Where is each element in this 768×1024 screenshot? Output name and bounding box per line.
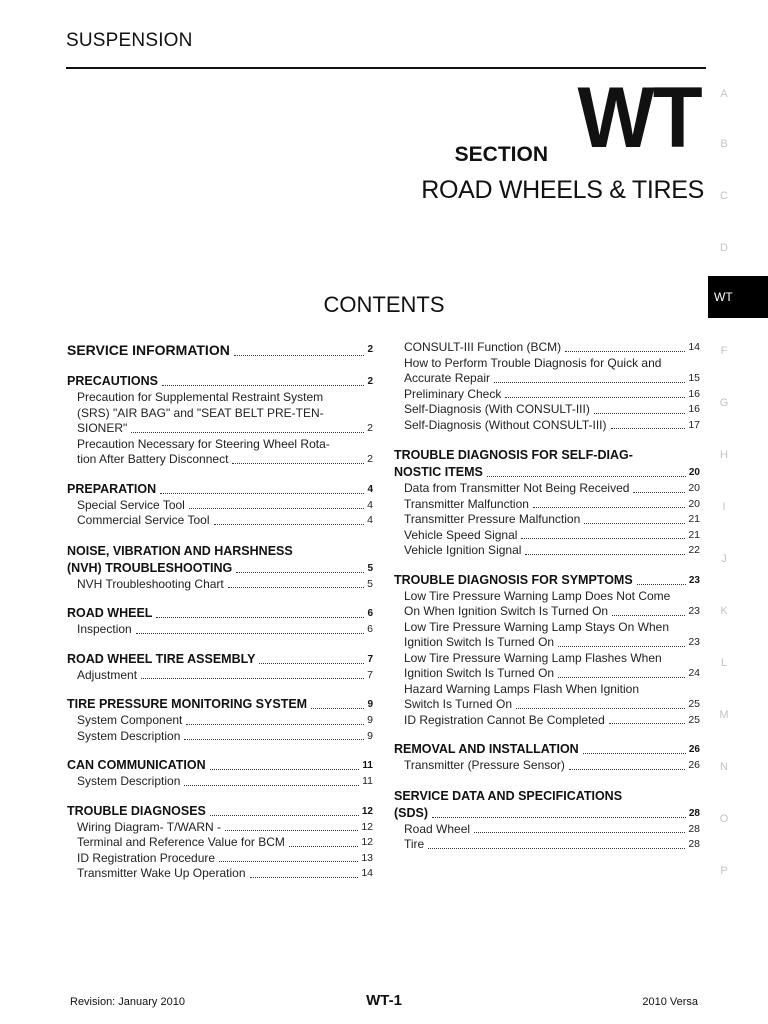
- toc-entry-line: Precaution for Supplemental Restraint System: [77, 390, 324, 404]
- toc-group-title-line: NOISE, VIBRATION AND HARSHNESS: [67, 543, 293, 558]
- toc-group-title-line: TROUBLE DIAGNOSIS FOR SELF-DIAG-: [394, 448, 633, 462]
- toc-group: [67, 651, 373, 684]
- toc-entry[interactable]: [394, 497, 700, 513]
- dot-leader: [131, 432, 364, 433]
- toc-group-title[interactable]: [394, 805, 700, 822]
- toc-entry-text: Switch Is Turned On: [404, 697, 513, 711]
- section-index-letter[interactable]: O: [719, 813, 729, 825]
- toc-entry-text: Self-Diagnosis (Without CONSULT-III): [404, 417, 607, 432]
- toc-page-number: 5: [367, 577, 373, 590]
- toc-page-number: 23: [688, 636, 700, 648]
- toc-entry[interactable]: [394, 512, 700, 528]
- toc-entry-text: System Component: [77, 713, 183, 727]
- dot-leader: [583, 753, 686, 754]
- toc-page-number: 25: [688, 713, 700, 726]
- toc-group-title[interactable]: [67, 803, 373, 820]
- toc-entry-text: Special Service Tool: [77, 497, 185, 512]
- section-index-letter[interactable]: B: [720, 138, 728, 150]
- dot-leader: [311, 708, 364, 709]
- toc-page-number: 12: [361, 820, 373, 833]
- dot-leader: [214, 524, 365, 525]
- toc-entry[interactable]: [394, 418, 700, 434]
- dot-leader: [289, 846, 358, 847]
- toc-column-left: [67, 340, 373, 895]
- dot-leader: [516, 708, 685, 709]
- toc-entry[interactable]: [67, 820, 373, 836]
- toc-group: [67, 340, 373, 360]
- toc-entry-text: NVH Troubleshooting Chart: [77, 576, 224, 591]
- dot-leader: [184, 739, 364, 740]
- section-label: SECTION: [454, 143, 548, 166]
- toc-group-title-text: SERVICE INFORMATION: [67, 342, 230, 358]
- toc-page-number: 15: [688, 372, 700, 384]
- toc-page-number: 14: [361, 867, 373, 879]
- toc-page-number: 28: [688, 838, 700, 850]
- toc-page-number: 24: [688, 667, 700, 679]
- toc-group: [394, 572, 700, 729]
- section-index-letter[interactable]: K: [720, 605, 728, 617]
- dot-leader: [521, 538, 685, 539]
- toc-page-number: 21: [688, 528, 700, 541]
- toc-entry-text: Ignition Switch Is Turned On: [404, 666, 555, 680]
- toc-page-number: 4: [367, 483, 373, 495]
- toc-group-title-text: (SDS): [394, 805, 429, 820]
- toc-entry-text: Self-Diagnosis (With CONSULT-III): [404, 402, 590, 416]
- toc-group: [67, 757, 373, 790]
- toc-page-number: 16: [688, 387, 700, 400]
- footer-model: 2010 Versa: [642, 996, 698, 1008]
- toc-page-number: 25: [688, 698, 700, 710]
- toc-entry-text: Tire: [404, 837, 425, 851]
- toc-entry-text: System Description: [77, 728, 181, 743]
- toc-page-number: 21: [688, 513, 700, 525]
- toc-entry-text: Wiring Diagram- T/WARN -: [77, 819, 222, 834]
- toc-page-number: 7: [367, 653, 373, 665]
- dot-leader: [487, 476, 686, 477]
- toc-group-title-text: NOSTIC ITEMS: [394, 465, 483, 479]
- toc-entry[interactable]: [67, 866, 373, 882]
- dot-leader: [432, 817, 686, 818]
- toc-entry[interactable]: [394, 371, 700, 387]
- toc-group-title-text: ROAD WHEEL: [67, 606, 153, 620]
- contents-heading: CONTENTS: [323, 292, 445, 317]
- section-name: ROAD WHEELS & TIRES: [421, 176, 704, 204]
- toc-page-number: 9: [367, 714, 373, 726]
- dot-leader: [565, 351, 685, 352]
- toc-entry-line: How to Perform Trouble Diagnosis for Quick and: [404, 355, 662, 370]
- dot-leader: [228, 587, 364, 588]
- toc-group-title-text: TROUBLE DIAGNOSIS FOR SYMPTOMS: [394, 572, 633, 587]
- toc-column-right: [394, 340, 700, 866]
- dot-leader: [259, 663, 364, 664]
- toc-entry-line: Low Tire Pressure Warning Lamp Stays On When: [404, 619, 669, 634]
- dot-leader: [525, 554, 685, 555]
- toc-group-title-text: TROUBLE DIAGNOSES: [67, 803, 206, 818]
- toc-entry[interactable]: [394, 758, 700, 774]
- dot-leader: [637, 584, 686, 585]
- toc-group: [67, 803, 373, 882]
- toc-page-number: 23: [688, 574, 700, 586]
- toc-group-title[interactable]: [394, 741, 700, 758]
- toc-entry[interactable]: [67, 577, 373, 593]
- toc-page-number: 20: [688, 467, 700, 478]
- toc-entry-text: Transmitter Pressure Malfunction: [404, 512, 581, 526]
- section-index-letter[interactable]: I: [722, 501, 726, 513]
- dot-leader: [609, 723, 686, 724]
- dot-leader: [236, 572, 364, 573]
- toc-page-number: 28: [688, 807, 700, 819]
- toc-entry-text: Preliminary Check: [404, 386, 502, 401]
- toc-entry-text: ID Registration Cannot Be Completed: [404, 712, 605, 727]
- toc-group-title[interactable]: [67, 373, 373, 390]
- toc-group-title-text: (NVH) TROUBLESHOOTING: [67, 560, 233, 575]
- footer-revision: Revision: January 2010: [70, 996, 185, 1008]
- section-index-letter[interactable]: P: [720, 865, 728, 877]
- toc-entry-line: Low Tire Pressure Warning Lamp Flashes When: [404, 650, 662, 665]
- toc-page-number: 9: [367, 699, 373, 710]
- toc-entry-text: CONSULT-III Function (BCM): [404, 340, 562, 354]
- section-index-letter[interactable]: J: [721, 553, 727, 565]
- toc-page-number: 20: [688, 482, 700, 494]
- toc-group-title[interactable]: [67, 560, 373, 577]
- dot-leader: [505, 397, 685, 398]
- dot-leader: [558, 646, 685, 647]
- dot-leader: [184, 785, 359, 786]
- section-index-letter[interactable]: M: [719, 709, 729, 721]
- section-index-letter[interactable]: D: [720, 242, 728, 254]
- toc-page-number: 2: [367, 376, 373, 387]
- toc-group: [67, 696, 373, 744]
- footer-page-id: WT-1: [366, 992, 402, 1009]
- toc-entry-text: System Description: [77, 774, 181, 788]
- dot-leader: [162, 385, 364, 386]
- toc-entry[interactable]: [67, 713, 373, 729]
- toc-page-number: 17: [688, 418, 700, 431]
- toc-entry[interactable]: [394, 604, 700, 620]
- dot-leader: [219, 861, 358, 862]
- dot-leader: [633, 492, 685, 493]
- toc-entry[interactable]: [394, 713, 700, 729]
- toc-entry[interactable]: [394, 822, 700, 838]
- dot-leader: [584, 523, 685, 524]
- toc-entry-line: Precaution Necessary for Steering Wheel Rota-: [77, 436, 330, 451]
- toc-entry-text: Transmitter (Pressure Sensor): [404, 758, 565, 772]
- toc-entry[interactable]: [67, 452, 373, 468]
- dot-leader: [234, 355, 365, 356]
- toc-group-title-text: REMOVAL AND INSTALLATION: [394, 742, 579, 756]
- toc-page-number: 12: [361, 836, 373, 848]
- toc-group-title[interactable]: [67, 651, 373, 668]
- toc-entry[interactable]: [67, 668, 373, 684]
- dot-leader: [156, 617, 364, 618]
- toc-entry[interactable]: [394, 402, 700, 418]
- toc-page-number: 7: [367, 668, 373, 681]
- toc-entry[interactable]: [394, 666, 700, 682]
- toc-page-number: 13: [361, 851, 373, 864]
- toc-group-title[interactable]: [394, 464, 700, 481]
- toc-page-number: 4: [367, 498, 373, 511]
- section-index-letter[interactable]: F: [720, 345, 728, 357]
- toc-entry-text: SIONER": [77, 421, 128, 435]
- toc-page-number: 9: [367, 729, 373, 742]
- toc-page-number: 11: [362, 760, 373, 771]
- toc-entry-text: Road Wheel: [404, 821, 471, 836]
- toc-entry-text: ID Registration Procedure: [77, 850, 216, 865]
- toc-page-number: 6: [367, 623, 373, 635]
- toc-group: [67, 542, 373, 593]
- toc-page-number: 20: [688, 497, 700, 510]
- toc-entry[interactable]: [67, 729, 373, 745]
- toc-entry[interactable]: [67, 835, 373, 851]
- toc-group-title-text: ROAD WHEEL TIRE ASSEMBLY: [67, 651, 256, 666]
- toc-group-title[interactable]: [394, 572, 700, 589]
- toc-entry-text: Transmitter Wake Up Operation: [77, 866, 246, 880]
- toc-entry[interactable]: [394, 481, 700, 497]
- dot-leader: [594, 413, 686, 414]
- dot-leader: [569, 769, 685, 770]
- toc-group-title-text: CAN COMMUNICATION: [67, 758, 206, 772]
- toc-entry[interactable]: [394, 387, 700, 403]
- toc-entry[interactable]: [67, 498, 373, 514]
- toc-page-number: 26: [688, 744, 700, 755]
- toc-entry-text: Transmitter Malfunction: [404, 496, 529, 511]
- section-index-letter[interactable]: L: [720, 657, 728, 669]
- toc-group-title-text: TIRE PRESSURE MONITORING SYSTEM: [67, 697, 308, 711]
- dot-leader: [210, 769, 360, 770]
- dot-leader: [225, 830, 358, 831]
- toc-entry[interactable]: [67, 513, 373, 529]
- toc-entry[interactable]: [67, 851, 373, 867]
- toc-group: [394, 787, 700, 853]
- section-index-tabs: [708, 0, 768, 1024]
- toc-entry-text: Ignition Switch Is Turned On: [404, 635, 555, 649]
- toc-group-title[interactable]: [67, 605, 373, 622]
- dot-leader: [250, 877, 359, 878]
- section-index-letter[interactable]: N: [720, 761, 728, 773]
- dot-leader: [232, 463, 364, 464]
- dot-leader: [160, 493, 364, 494]
- toc-page-number: 5: [367, 562, 373, 574]
- toc-page-number: 22: [688, 544, 700, 556]
- toc-group: [394, 741, 700, 774]
- toc-entry[interactable]: [394, 543, 700, 559]
- toc-page-number: 28: [688, 822, 700, 835]
- toc-entry[interactable]: [394, 635, 700, 651]
- toc-entry-text: Commercial Service Tool: [77, 513, 210, 527]
- dot-leader: [136, 633, 364, 634]
- toc-page-number: 4: [367, 514, 373, 526]
- toc-group-title-text: PRECAUTIONS: [67, 374, 158, 388]
- toc-page-number: 16: [688, 403, 700, 415]
- toc-entry-text: Terminal and Reference Value for BCM: [77, 835, 285, 849]
- dot-leader: [189, 508, 364, 509]
- dot-leader: [612, 615, 685, 616]
- toc-page-number: 23: [688, 605, 700, 617]
- dot-leader: [210, 815, 359, 816]
- toc-page-number: 6: [367, 608, 373, 619]
- toc-page-number: 12: [361, 805, 373, 817]
- toc-group-title-line: SERVICE DATA AND SPECIFICATIONS: [394, 788, 623, 803]
- toc-entry[interactable]: [394, 697, 700, 713]
- toc-group: [394, 340, 700, 433]
- toc-entry[interactable]: [67, 774, 373, 790]
- toc-entry-text: Data from Transmitter Not Being Received: [404, 481, 630, 495]
- toc-page-number: 11: [362, 775, 373, 787]
- toc-group: [67, 605, 373, 638]
- toc-page-number: 26: [688, 759, 700, 771]
- toc-group-title[interactable]: [67, 481, 373, 498]
- toc-entry[interactable]: [394, 837, 700, 853]
- dot-leader: [428, 848, 685, 849]
- toc-entry[interactable]: [67, 421, 373, 437]
- toc-entry-text: On When Ignition Switch Is Turned On: [404, 604, 609, 618]
- toc-group-title[interactable]: [67, 696, 373, 713]
- section-index-letter[interactable]: G: [719, 397, 729, 409]
- toc-group: [394, 446, 700, 559]
- toc-entry[interactable]: [67, 622, 373, 638]
- toc-page-number: 14: [688, 341, 700, 353]
- dot-leader: [558, 677, 685, 678]
- header-title: SUSPENSION: [66, 30, 193, 51]
- dot-leader: [533, 507, 685, 508]
- toc-page-number: 2: [367, 453, 373, 465]
- section-index-letter[interactable]: C: [720, 190, 728, 202]
- toc-group: [67, 373, 373, 468]
- section-index-letter[interactable]: H: [720, 449, 728, 461]
- header-rule: [66, 67, 706, 69]
- toc-entry-text: Vehicle Speed Signal: [404, 527, 518, 542]
- toc-group-title[interactable]: [67, 757, 373, 774]
- toc-group-title[interactable]: [67, 340, 373, 360]
- toc-entry[interactable]: [394, 528, 700, 544]
- section-index-letter[interactable]: A: [720, 88, 728, 100]
- toc-entry-line: Low Tire Pressure Warning Lamp Does Not Come: [404, 588, 671, 603]
- toc-entry-text: tion After Battery Disconnect: [77, 452, 229, 466]
- toc-page-number: 2: [367, 344, 373, 355]
- dot-leader: [141, 678, 364, 679]
- toc-entry-line: Hazard Warning Lamps Flash When Ignition: [404, 681, 639, 696]
- dot-leader: [494, 382, 685, 383]
- toc-entry[interactable]: [394, 340, 700, 356]
- toc-group-title-text: PREPARATION: [67, 481, 157, 496]
- toc-group: [67, 481, 373, 529]
- dot-leader: [186, 724, 364, 725]
- dot-leader: [611, 428, 686, 429]
- toc-page-number: 2: [367, 422, 373, 434]
- dot-leader: [474, 832, 685, 833]
- toc-entry-text: Accurate Repair: [404, 371, 491, 385]
- toc-entry-text: Adjustment: [77, 667, 138, 682]
- toc-entry-text: Inspection: [77, 622, 132, 636]
- section-index-letter[interactable]: WT: [708, 276, 768, 318]
- toc-entry-line: (SRS) "AIR BAG" and "SEAT BELT PRE-TEN-: [77, 405, 324, 420]
- toc-entry-text: Vehicle Ignition Signal: [404, 543, 522, 557]
- section-code: WT: [577, 70, 701, 166]
